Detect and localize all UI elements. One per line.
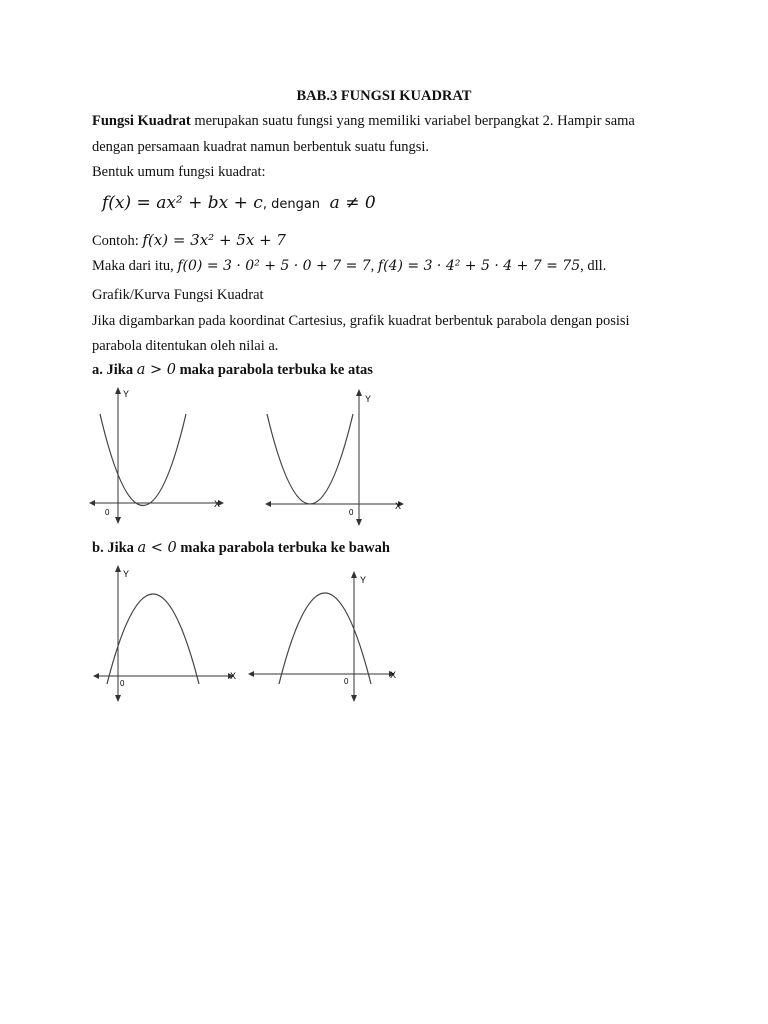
graph-b2 [245,570,410,710]
graph-desc-2: parabola ditentukan oleh nilai a. [92,338,279,354]
graph-a1 [88,386,228,526]
page-title: BAB.3 FUNGSI KUADRAT [296,88,472,104]
general-formula: f(x) = ax² + bx + c [102,193,263,213]
case-b-prefix: b. Jika [92,540,134,556]
graph-b1 [90,564,245,704]
maka-formula-2: f(4) = 3 · 4² + 5 · 4 + 7 = 75 [377,258,581,274]
graph-desc-1: Jika digambarkan pada koordinat Cartesius, grafik kuadrat berbentuk parabola dengan posisi [92,313,630,329]
y-axis-arrow-icon [115,565,121,572]
origin-label: 0 [105,508,110,517]
x-axis-arrow-icon [248,671,254,677]
example-label: Contoh: [92,233,139,249]
y-axis-arrow-icon [356,389,362,396]
maka-prefix: Maka dari itu, [92,258,174,274]
x-axis-label: X [214,499,221,509]
y-axis-label: Y [123,389,130,399]
graph-a2 [262,388,412,528]
graph-heading: Grafik/Kurva Fungsi Kuadrat [92,287,264,303]
x-axis-arrow-icon [265,501,271,507]
intro-line-1 [92,113,635,130]
parabola-up [267,414,353,504]
intro-text: merupakan suatu fungsi yang memiliki variabel berpangkat 2. Hampir sama [190,113,635,129]
intro-line-2: dengan persamaan kuadrat namun berbentuk suatu fungsi. [92,139,430,155]
origin-label: 0 [349,508,354,517]
maka-suffix: , dll. [580,258,607,274]
case-a-suffix: maka parabola terbuka ke atas [179,362,373,378]
origin-label: 0 [344,677,349,686]
y-axis-arrow-icon [115,517,121,524]
parabola-down [279,593,371,684]
x-axis-label: X [390,670,397,680]
case-b-suffix: maka parabola terbuka ke bawah [180,540,390,556]
x-axis-label: X [395,501,402,511]
parabola-up [100,414,186,506]
general-condition: a ≠ 0 [329,193,376,213]
case-b-condition: a < 0 [137,540,177,556]
y-axis-label: Y [365,394,372,404]
origin-label: 0 [120,679,125,688]
case-b-heading [92,540,390,557]
x-axis-arrow-icon [89,500,95,506]
y-axis-arrow-icon [351,695,357,702]
general-dengan: , dengan [262,197,321,212]
intro-term: Fungsi Kuadrat [92,113,191,129]
example-line [92,231,286,250]
y-axis-arrow-icon [351,571,357,578]
parabola-down [107,594,199,684]
y-axis-label: Y [123,569,130,579]
y-axis-arrow-icon [356,519,362,526]
case-a-heading [92,362,373,379]
x-axis-label: X [230,671,237,681]
y-axis-arrow-icon [115,387,121,394]
y-axis-arrow-icon [115,695,121,702]
y-axis-label: Y [360,575,367,585]
general-formula-line [102,193,376,213]
maka-formula-1: f(0) = 3 · 0² + 5 · 0 + 7 = 7 [177,258,371,274]
case-a-prefix: a. Jika [92,362,134,378]
maka-comma: , [370,258,375,274]
example-formula: f(x) = 3x² + 5x + 7 [142,231,286,249]
case-a-condition: a > 0 [136,362,176,378]
maka-line [92,258,606,275]
general-form-label: Bentuk umum fungsi kuadrat: [92,164,266,180]
x-axis-arrow-icon [93,673,99,679]
